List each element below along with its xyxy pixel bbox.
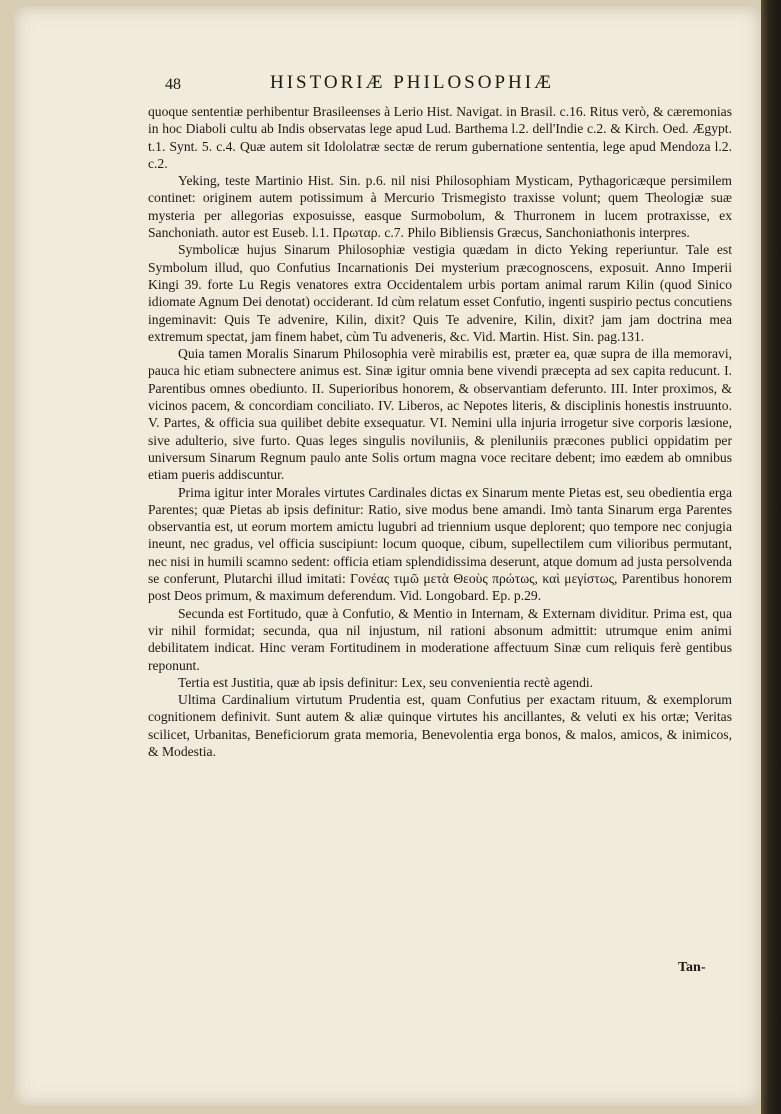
paragraph: Yeking, teste Martinio Hist. Sin. p.6. nil nisi Philosophiam Mysticam, Pythagoricæque persimilem continet: originem autem potissimum à Mercurio Trismegisto traxisse volunt; quem Theologiæ suæ mysteria per allegorias exposuisse, easque Surmobolum, & Thurronem in lucem protraxisse, ex Sanchoniath. autor est Euseb. l.1. Πρωταρ. c.7. Philo Bibliensis Græcus, Sanchoniathonis interpres. [148, 173, 732, 241]
paragraph: quoque sententiæ perhibentur Brasileenses à Lerio Hist. Navigat. in Brasil. c.16. Ritus verò, & cæremonias in hoc Diaboli cultu ab Indis observatas lege apud Lud. Barthema l.2. dell'Indie c.2. & Kirch. Oed. Ægypt. t.1. Synt. 5. c.4. Quæ autem sit Idololatræ sectæ de rerum gubernatione sententia, lege apud Mendoza l.2. c.2. [148, 104, 732, 171]
paragraph: Ultima Cardinalium virtutum Prudentia est, quam Confutius per exactam rituum, & exemplorum cognitionem definivit. Sunt autem & aliæ quinque virtutes his ancillantes, & veluti ex his ortæ; Veritas scilicet, Urbanitas, Beneficiorum grata memoria, Benevolentia erga bonos, & malos, amicos, & inimicos, & Modestia. [148, 692, 732, 759]
paragraph: Secunda est Fortitudo, quæ à Confutio, & Mentio in Internam, & Externam dividitur. Prima est, qua vir nihil formidat; secunda, qua nil injustum, nil rationi absonum admittit: utrumque enim animi debilitatem indicat. Hinc veram Fortitudinem in moderatione affectuum Sinæ cum reliquis ferè gentibus reponunt. [148, 605, 732, 673]
running-title: HISTORIÆ PHILOSOPHIÆ [270, 72, 554, 93]
catchword: Tan- [678, 960, 706, 975]
paragraph: Prima igitur inter Morales virtutes Cardinales dictas ex Sinarum mente Pietas est, seu obedientia erga Parentes; quæ Pietas ab ipsis definitur: Ratio, sive modus bene amandi. Imò tanta Sinarum erga Parentes observantia est, ut eorum mortem amictu lugubri ad triennium usque deplorent; quo tempore nec conjugia ineunt, nec gradus, vel officia suscipiunt: locum quoque, cibum, supellectilem cum vilioribus permutant, nec nisi in humili scamno sedent: officia etiam splendidissima deserunt, atque domum ad justa persolvenda se conferunt, Plutarchi illud imitati: Γονέας τιμῶ μετὰ Θεοὺς πρώτως, καὶ μεγίστως, Parentibus honorem post Deos primum, & maximum deferendum. Vid. Longobard. Ep. p.29. [148, 484, 732, 604]
paragraph: Tertia est Justitia, quæ ab ipsis definitur: Lex, seu convenientia rectè agendi. [178, 674, 594, 690]
page-header [150, 72, 725, 100]
body-text [148, 103, 732, 760]
page-number: 48 [165, 76, 181, 93]
paragraph: Quia tamen Moralis Sinarum Philosophia verè mirabilis est, præter ea, quæ supra de illa memoravi, pauca hic etiam subnectere animus est. Sinæ igitur omnia bene vivendi præcepta ad sex capita reducunt. I. Parentibus omnes obediunto. II. Superioribus honorem, & observantiam deferunto. III. Inter proximos, & vicinos pacem, & concordiam conciliato. IV. Liberos, ac Nepotes literis, & disciplinis honestis instruunto. V. Partes, & officia sua quilibet debite exsequatur. VI. Nemini ulla injuria irrogetur sive corporis læsione, sive adulterio, sive furto. Quas leges singulis noviluniis, & pleniluniis præcones publici oppidatim per universum Sinarum Regnum paulo ante Solis ortum magna voce recitare debent; imo eædem ab omnibus etiam pueris addiscuntur. [148, 346, 732, 483]
book-binding-edge [761, 0, 781, 1114]
paragraph: Symbolicæ hujus Sinarum Philosophiæ vestigia quædam in dicto Yeking reperiuntur. Tale est Symbolum illud, quo Confutius Incarnationis Dei mysterium præcognoscens, exposuit. Anno Imperii Kingi 39. forte Lu Regis venatores extra Occidentalem urbis portam animal rarum Kilin (quod Sinico idiomate Agnum Dei denotat) occiderant. Id cùm relatum esset Confutio, ingenti suspirio pectus concutiens ingeminavit: Quis Te advenire, Kilin, dixit? Quis Te advenire, Kilin, dixit? jam jam doctrina mea extremum spectat, jam finem habet, cùm Tu adveneris, &c. Vid. Martin. Hist. Sin. pag.131. [148, 242, 733, 344]
